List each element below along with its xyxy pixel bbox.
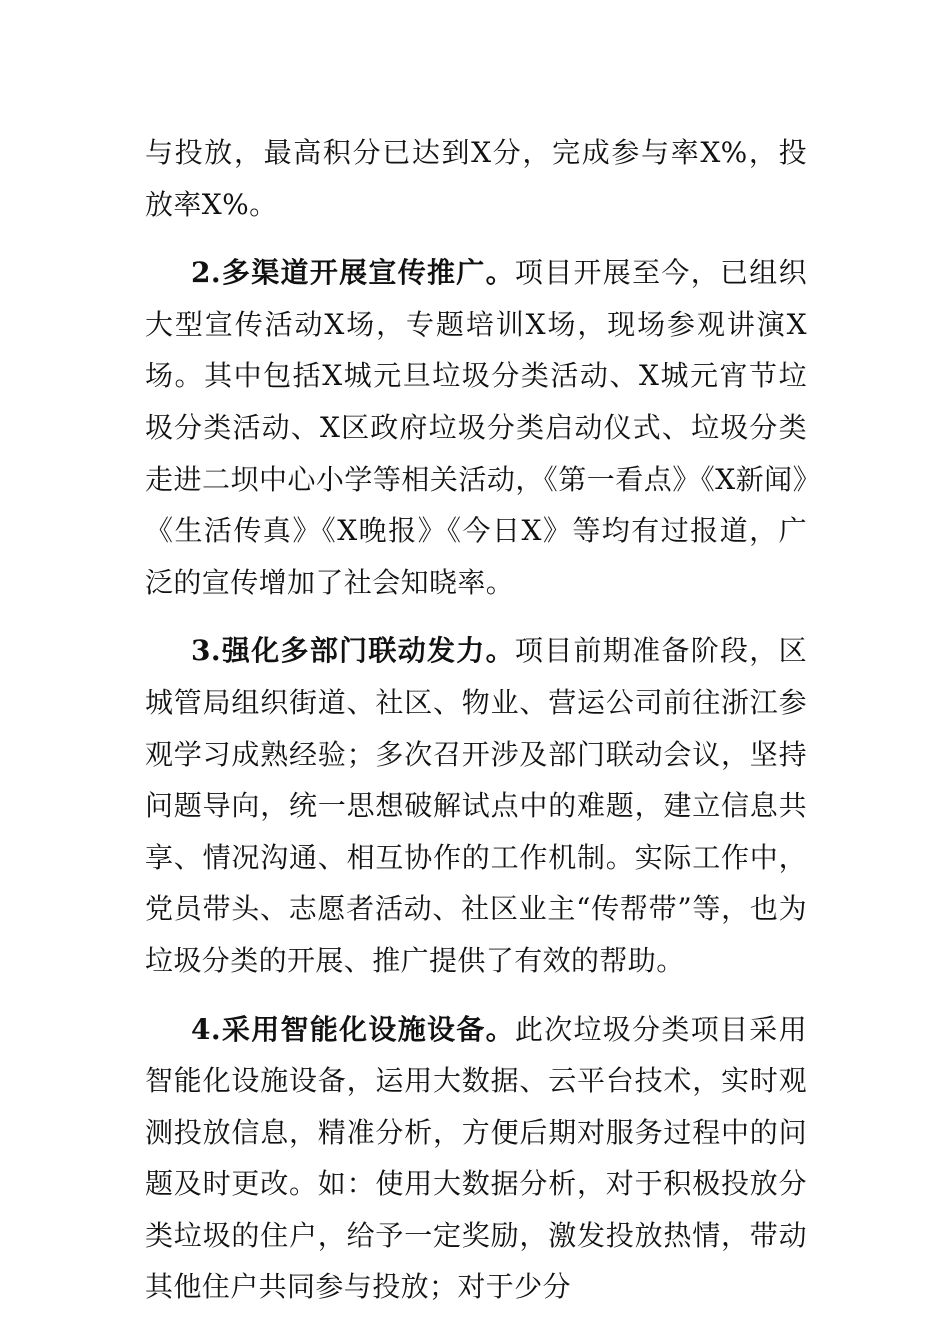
paragraph-text: 项目开展至今，已组织大型宣传活动X场，专题培训X场，现场参观讲演X场。其中包括X城元旦垃圾分类活动、X城元宵节垃圾分类活动、X区政府垃圾分类启动仪式、垃圾分类走进二坝中心小学等相关活动，《第一看点》《X新闻》《生活传真》《X晚报》《今日X》等均有过报道，广泛的宣传增加了社会知晓率。 [145,256,807,599]
paragraph-smart-facilities [145,1004,807,1314]
document-body [145,127,807,1313]
paragraph-heading: 2.多渠道开展宣传推广。 [191,256,515,290]
paragraph-continuation [145,127,807,230]
paragraph-heading: 3.强化多部门联动发力。 [191,634,515,668]
paragraph-text: 项目前期准备阶段，区城管局组织街道、社区、物业、营运公司前往浙江参观学习成熟经验；多次召开涉及部门联动会议，坚持问题导向，统一思想破解试点中的难题，建立信息共享、情况沟通、相互协作的工作机制。实际工作中，党员带头、志愿者活动、社区业主“传帮带”等，也为垃圾分类的开展、推广提供了有效的帮助。 [145,634,807,977]
paragraph-publicity [145,247,807,608]
paragraph-cooperation [145,625,807,986]
paragraph-heading: 4.采用智能化设施设备。 [191,1012,515,1046]
paragraph-text: 此次垃圾分类项目采用智能化设施设备，运用大数据、云平台技术，实时观测投放信息，精准分析，方便后期对服务过程中的问题及时更改。如：使用大数据分析，对于积极投放分类垃圾的住户，给予一定奖励，激发投放热情，带动其他住户共同参与投放；对于少分 [145,1012,807,1304]
paragraph-text: 与投放，最高积分已达到X分，完成参与率X%，投放率X%。 [145,136,807,221]
